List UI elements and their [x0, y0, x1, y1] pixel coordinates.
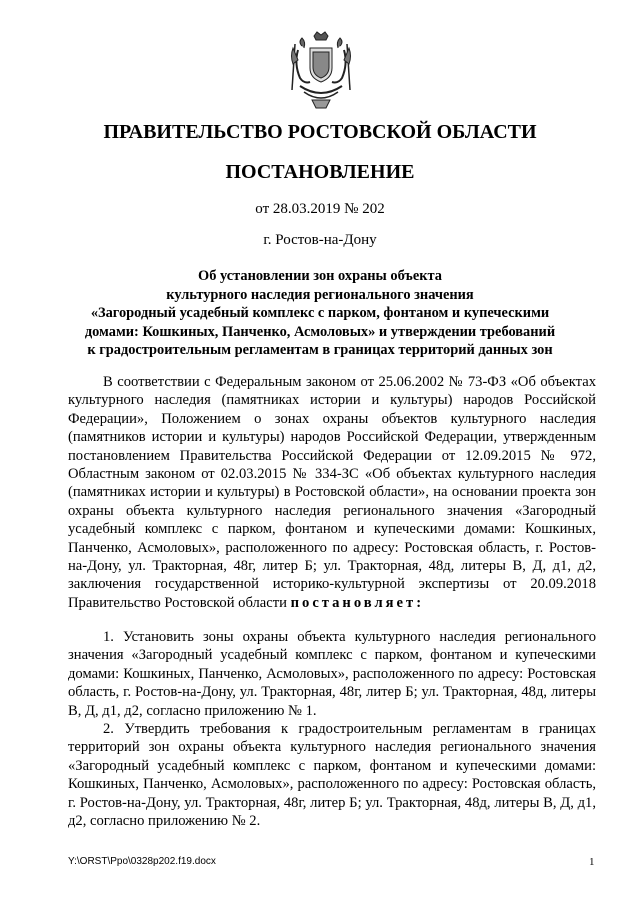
item-text: 1. Установить зоны охраны объекта культурного наследия регионального значения «Загородный усадебный комплекс с парком, фонтаном и купеческими домами: Кошкиных, Панченко, Асмоловых», расположенного по адресу: Ростовская область, г. Ростов-на-Дону, ул. Тракторная, 48г, литер Б; ул. Тракторная, 48д, литеры В, Д, д1, д2, согласно приложению № 1. [68, 629, 596, 719]
organization-title: ПРАВИТЕЛЬСТВО РОСТОВСКОЙ ОБЛАСТИ [103, 121, 537, 143]
coat-of-arms-icon [290, 30, 352, 110]
document-type: ПОСТАНОВЛЕНИЕ [225, 161, 415, 183]
title-line: Об установлении зон охраны объекта [198, 268, 442, 284]
title-line: «Загородный усадебный комплекс с парком, фонтаном и купеческими [90, 305, 550, 321]
item-paragraph-2 [68, 720, 596, 830]
resolves-keyword: постановляет: [290, 594, 425, 611]
preamble-text: В соответствии с Федеральным законом от 25.06.2002 № 73-ФЗ «Об объектах культурного наследия (памятниках истории и культуры) народов Российской Федерации», Положением о зонах охраны объектов культурного наследия (памятников истории и культуры) народов Российской Федерации, утвержденным постановлением Правительства Российской Федерации от 12.09.2015 № 972, Областным законом от 02.03.2015 № 334-ЗС «Об объектах культурного наследия (памятниках истории и культуры) в Ростовской области», на основании проекта зон охраны объекта культурного наследия регионального значения «Загородный усадебный комплекс с парком, фонтаном и купеческими домами: Кошкиных, Панченко, Асмоловых», расположенного по адресу: Ростовская область, г. Ростов-на-Дону, ул. Тракторная, 48г, литер Б; ул. Тракторная, 48д, литеры В, Д, д1, д2, заключения государственной историко-культурной экспертизы от 20.09.2018 Правительство Ростовской области [68, 374, 596, 611]
file-path: Y:\ORST\Ppo\0328p202.f19.docx [68, 856, 216, 867]
title-line: к градостроительным регламентам в границах территорий данных зон [87, 342, 553, 358]
date-number: от 28.03.2019 № 202 [255, 201, 385, 217]
title-line: домами: Кошкиных, Панченко, Асмоловых» и утверждении требований [84, 323, 556, 340]
preamble-paragraph [68, 373, 596, 612]
item-text: 2. Утвердить требования к градостроительным регламентам в границах территорий зон охраны объекта культурного наследия регионального значения «Загородный усадебный комплекс с парком, фонтаном и купеческими домами: Кошкиных, Панченко, Асмоловых», расположенного по адресу: Ростовская область, г. Ростов-на-Дону, ул. Тракторная, 48г, литер Б; ул. Тракторная, 48д, литеры В, Д, д1, д2, согласно приложению № 2. [68, 721, 596, 830]
title-line: культурного наследия регионального значения [166, 286, 474, 303]
item-paragraph-1 [68, 628, 596, 720]
page-number: 1 [589, 856, 595, 868]
city: г. Ростов-на-Дону [263, 232, 377, 248]
document-title [64, 267, 576, 360]
